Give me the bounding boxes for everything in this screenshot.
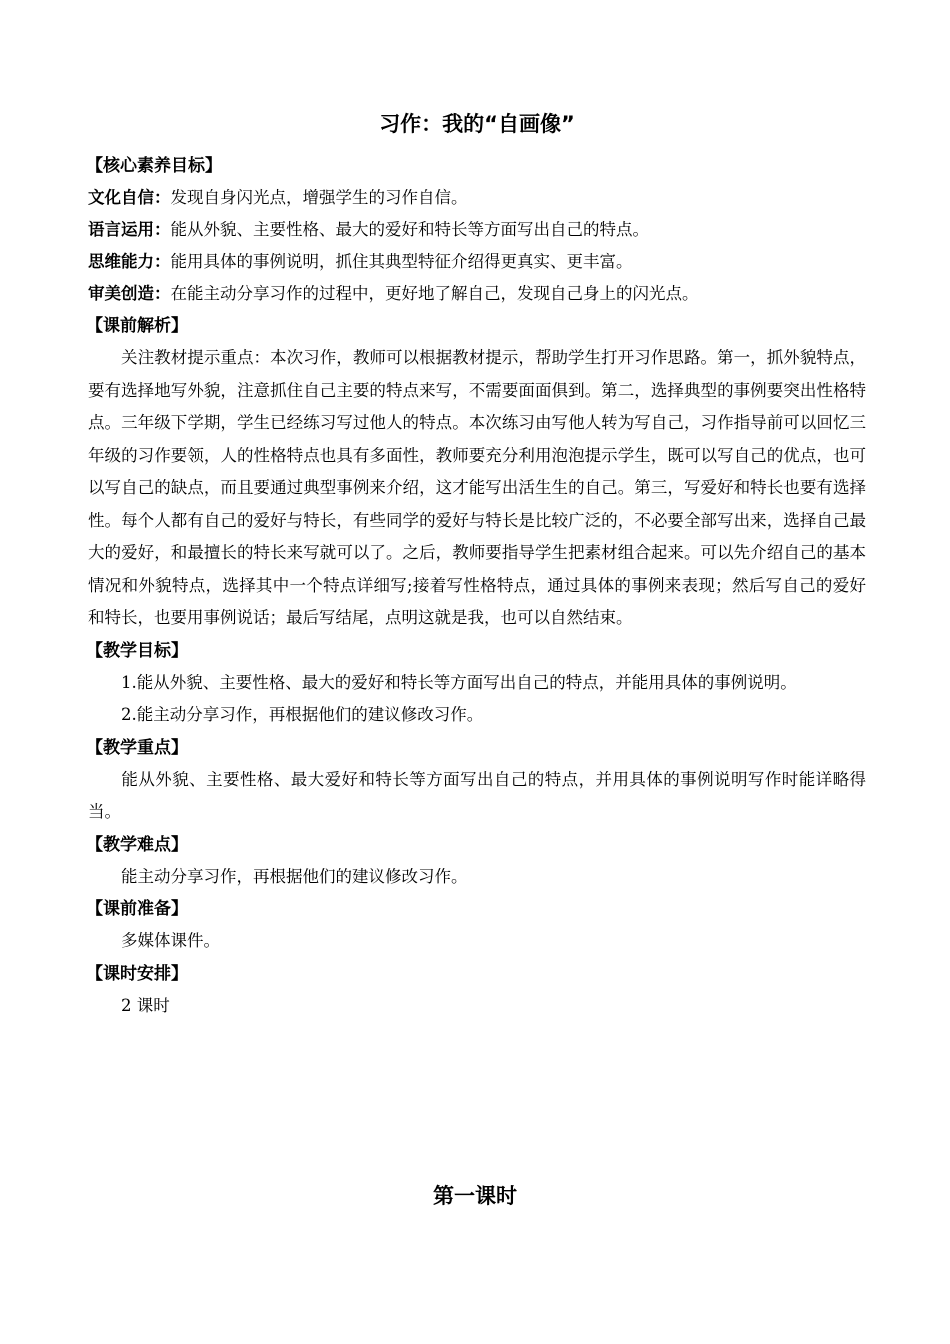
difficulties-text: 能主动分享习作，再根据他们的建议修改习作。 — [121, 866, 468, 886]
goal-culture — [88, 182, 866, 214]
teaching-goal-item — [88, 699, 866, 732]
teaching-goal-item — [88, 667, 866, 700]
schedule-heading: 【课时安排】 — [86, 963, 188, 984]
goal-label: 思维能力： — [88, 252, 171, 271]
goal-label: 语言运用： — [88, 220, 171, 239]
pre-analysis-paragraph — [88, 342, 866, 635]
lesson-title: 第一课时 — [433, 1184, 517, 1208]
document-title: 习作：我的“自画像” — [379, 112, 575, 136]
teaching-goal-text: 2.能主动分享习作，再根据他们的建议修改习作。 — [121, 705, 484, 724]
teaching-goal-text: 1.能从外貌、主要性格、最大的爱好和特长等方面写出自己的特点，并能用具体的事例说明。 — [121, 672, 797, 692]
preparation-text: 多媒体课件。 — [121, 931, 220, 950]
goal-label: 审美创造： — [88, 284, 171, 303]
goal-thinking — [88, 246, 866, 278]
teaching-goals-heading: 【教学目标】 — [86, 640, 188, 661]
pre-analysis-text: 关注教材提示重点：本次习作，教师可以根据教材提示，帮助学生打开习作思路。第一，抓外貌特点，要有选择地写外貌，注意抓住自己主要的特点来写，不需要面面俱到。第二，选择典型的事例要突出性格特点。三年级下学期，学生已经练习写过他人的特点。本次练习由写他人转为写自己，习作指导前可以回忆三年级的习作要领，人的性格特点也具有多面性，教师要充分利用泡泡提示学生，既可以写自己的优点，也可以写自己的缺点，而且要通过典型事例来介绍，这才能写出活生生的自己。第三，写爱好和特长也要有选择性。每个人都有自己的爱好与特长，有些同学的爱好与特长是比较广泛的，不必要全部写出来，选择自己最大的爱好，和最擅长的特长来写就可以了。之后，教师要指导学生把素材组合起来。可以先介绍自己的基本情况和外貌特点，选择其中一个特点详细写;接着写性格特点，通过具体的事例来表现；然后写自己的爱好和特长，也要用事例说话；最后写结尾，点明这就是我，也可以自然结束。 — [88, 348, 866, 627]
preparation-heading: 【课前准备】 — [86, 899, 188, 919]
goal-text: 能从外貌、主要性格、最大的爱好和特长等方面写出自己的特点。 — [170, 220, 649, 239]
goal-text: 能用具体的事例说明，抓住其典型特征介绍得更真实、更丰富。 — [170, 252, 633, 271]
key-points-text: 能从外貌、主要性格、最大爱好和特长等方面写出自己的特点，并用具体的事例说明写作时能详略得当。 — [88, 769, 866, 821]
document-page — [88, 108, 866, 1022]
key-points-heading: 【教学重点】 — [86, 737, 188, 758]
difficulties-heading: 【教学难点】 — [86, 834, 188, 855]
goal-label: 文化自信： — [88, 188, 171, 207]
difficulties-paragraph — [88, 861, 866, 894]
schedule-paragraph — [88, 990, 866, 1023]
goal-language — [88, 214, 866, 246]
goal-text: 发现自身闪光点，增强学生的习作自信。 — [170, 188, 468, 207]
schedule-text: 2 课时 — [121, 995, 170, 1015]
core-goals-heading: 【核心素养目标】 — [86, 156, 222, 176]
pre-analysis-heading: 【课前解析】 — [86, 316, 188, 336]
preparation-paragraph — [88, 925, 866, 958]
goal-aesthetic — [88, 278, 866, 310]
goal-text: 在能主动分享习作的过程中，更好地了解自己，发现自己身上的闪光点。 — [170, 284, 699, 303]
key-points-paragraph — [88, 764, 866, 829]
